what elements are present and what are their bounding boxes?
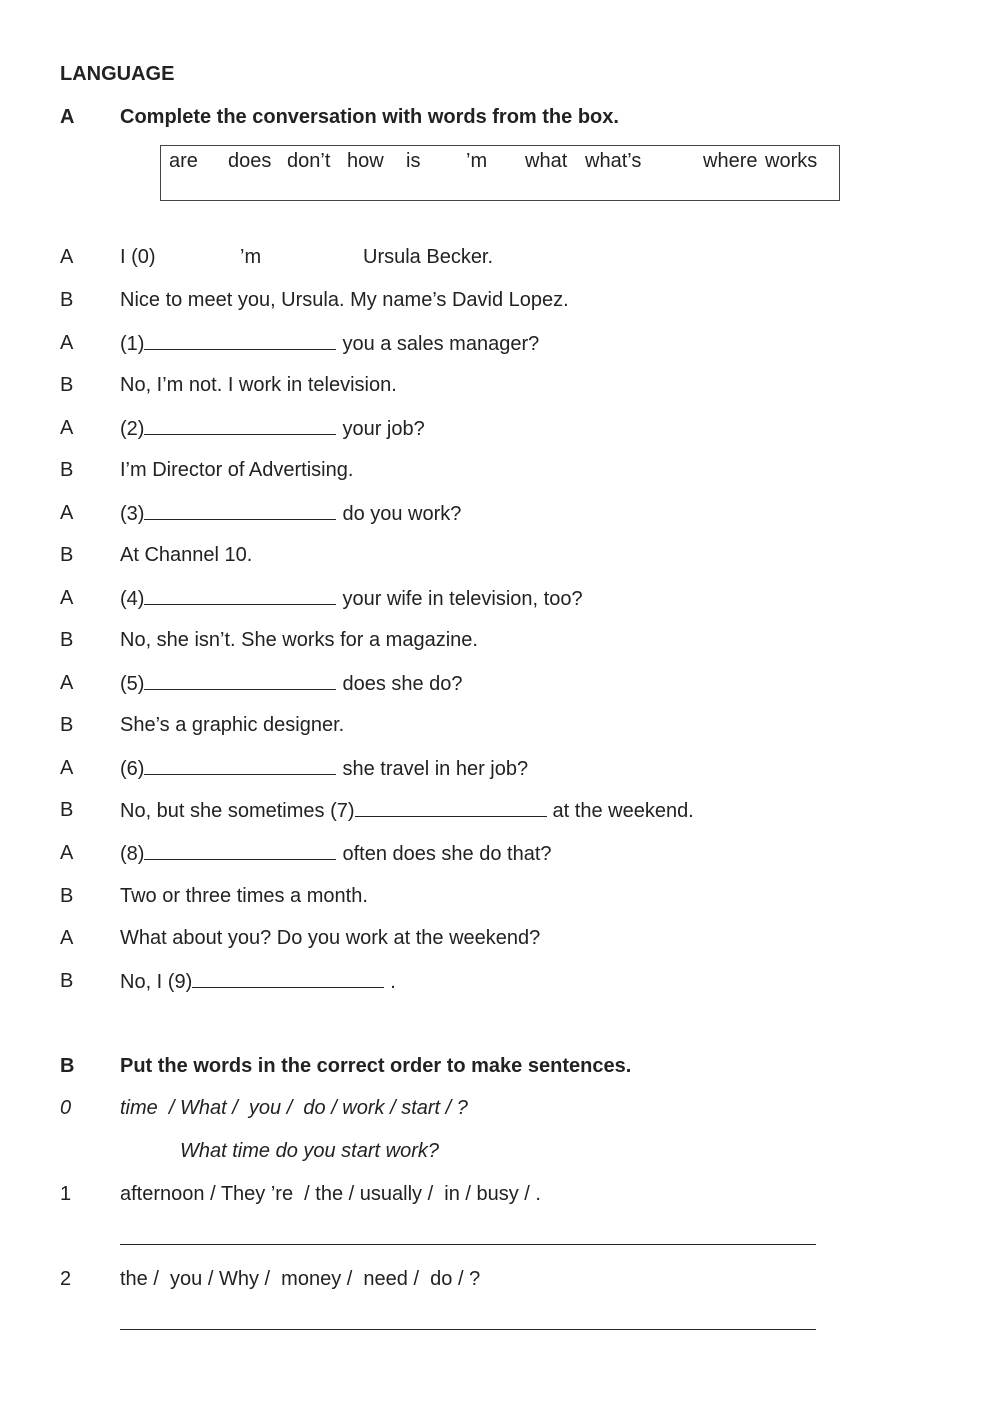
answer-blank[interactable] [144,331,336,350]
speaker-label: B [60,374,74,396]
speaker-label: A [60,587,74,609]
speaker-label: B [60,544,74,566]
conversation-line [120,756,528,781]
speaker-label: B [60,289,74,311]
word-box-item: works [765,150,818,172]
speaker-label: A [60,417,74,439]
answer-blank[interactable] [144,416,336,435]
line-text: your wife in television, too? [342,588,583,610]
conversation-line: She’s a graphic designer. [120,714,345,736]
conversation-line [120,331,539,356]
conversation-line [120,586,583,611]
conversation-line: No, I’m not. I work in television. [120,374,397,396]
speaker-label: B [60,799,74,821]
gap-number: (1) [120,333,145,355]
conversation-line [120,969,396,994]
answer-line[interactable] [120,1244,816,1245]
section-b-letter: B [60,1055,75,1077]
item-words: afternoon / They ’re / the / usually / in / busy / . [120,1183,541,1205]
answer-blank[interactable] [192,969,384,988]
line-text: your job? [342,418,425,440]
speaker-label: A [60,842,74,864]
speaker-label: B [60,970,74,992]
gap-number: (5) [120,673,145,695]
speaker-label: B [60,459,74,481]
speaker-label: A [60,502,74,524]
answer-blank[interactable] [144,586,336,605]
conversation-line [120,798,694,823]
example-number: 0 [60,1097,72,1119]
word-box-item: what’s [585,150,642,172]
speaker-label: B [60,885,74,907]
gap-number: (2) [120,418,145,440]
line-text: at the weekend. [552,800,694,822]
speaker-label: A [60,332,74,354]
item-number: 1 [60,1183,72,1205]
answer-blank[interactable] [355,798,547,817]
page-heading: LANGUAGE [60,63,175,85]
item-number: 2 [60,1268,72,1290]
example-answer: What time do you start work? [180,1140,439,1162]
word-box-item: does [228,150,272,172]
line-text: . [390,971,396,993]
speaker-label: B [60,629,74,651]
conversation-line [120,416,425,441]
line-text: do you work? [342,503,462,525]
section-a-instruction: Complete the conversation with words from the box. [120,106,619,128]
gap-number: (8) [120,843,145,865]
line-lead: No, I (9) [120,971,193,993]
answer-blank[interactable] [144,671,336,690]
conversation-line: I’m Director of Advertising. [120,459,354,481]
conversation-line [120,841,552,866]
section-b-instruction: Put the words in the correct order to make sentences. [120,1055,632,1077]
word-box-item: are [169,150,198,172]
conversation-line [120,501,461,526]
example-answer: ’m [240,246,262,268]
answer-blank[interactable] [144,756,336,775]
speaker-label: A [60,246,74,268]
gap-number: (6) [120,758,145,780]
conversation-line: What about you? Do you work at the weekend? [120,927,541,949]
speaker-label: A [60,672,74,694]
line-text: you a sales manager? [342,333,540,355]
word-box-item: what [525,150,568,172]
word-box-item: ’m [466,150,488,172]
speaker-label: B [60,714,74,736]
line-lead: No, but she sometimes (7) [120,800,355,822]
conversation-line: Nice to meet you, Ursula. My name’s David Lopez. [120,289,569,311]
example-suffix: Ursula Becker. [363,246,494,268]
speaker-label: A [60,927,74,949]
line-text: she travel in her job? [342,758,529,780]
section-a-letter: A [60,106,75,128]
conversation-line: At Channel 10. [120,544,253,566]
line-text: does she do? [342,673,463,695]
gap-number: (4) [120,588,145,610]
answer-blank[interactable] [144,501,336,520]
word-box [160,145,840,201]
example-prefix: I (0) [120,246,156,268]
answer-blank[interactable] [144,841,336,860]
example-words: time / What / you / do / work / start / ? [120,1097,468,1119]
line-text: often does she do that? [342,843,552,865]
item-words: the / you / Why / money / need / do / ? [120,1268,481,1290]
answer-line[interactable] [120,1329,816,1330]
word-box-item: is [406,150,421,172]
conversation-line [120,671,463,696]
word-box-item: how [347,150,384,172]
conversation-line: No, she isn’t. She works for a magazine. [120,629,478,651]
gap-number: (3) [120,503,145,525]
word-box-item: where [703,150,758,172]
word-box-item: don’t [287,150,331,172]
speaker-label: A [60,757,74,779]
conversation-line: Two or three times a month. [120,885,368,907]
